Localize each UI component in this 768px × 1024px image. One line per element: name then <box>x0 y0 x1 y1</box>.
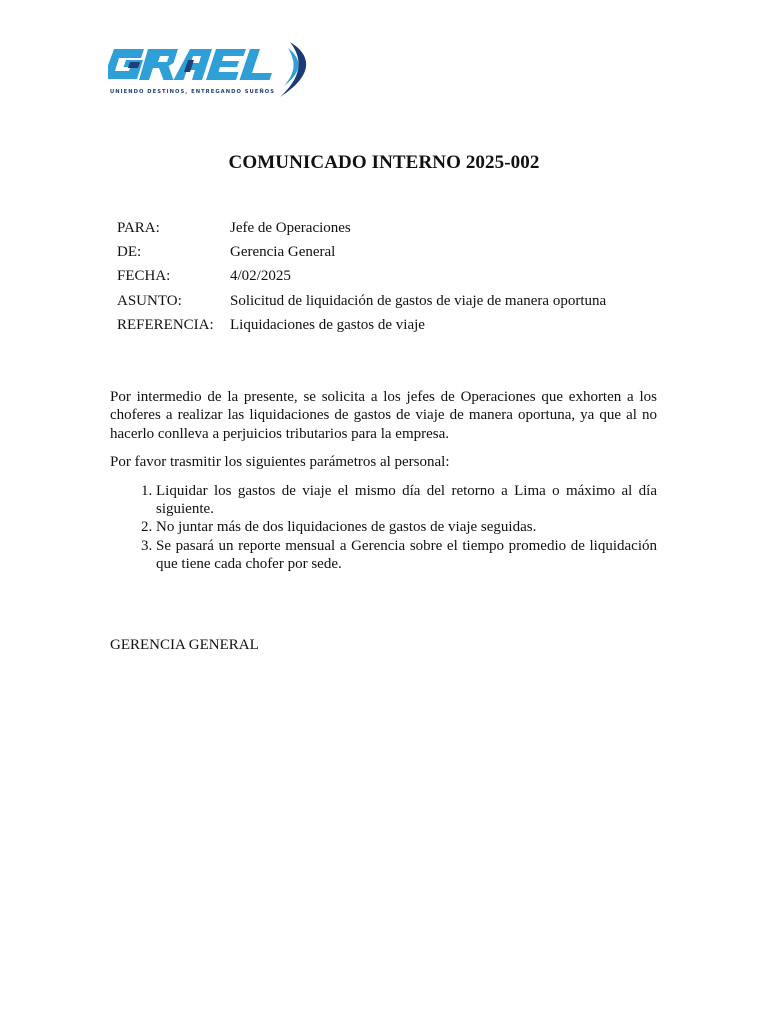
memo-field-label: PARA: <box>117 219 160 236</box>
list-item: 3. Se pasará un reporte mensual a Gerencia sobre el tiempo promedio de liquidación que tiene cada chofer por sede. <box>156 537 657 574</box>
memo-field-label: REFERENCIA: <box>117 317 214 334</box>
memo-header-row <box>117 265 606 289</box>
memo-header-row <box>117 314 606 338</box>
memo-field-label: ASUNTO: <box>117 292 182 309</box>
list-item: 1. Liquidar los gastos de viaje el mismo día del retorno a Lima o máximo al día siguiente. <box>156 482 657 519</box>
memo-field-value: Solicitud de liquidación de gastos de viaje de manera oportuna <box>230 292 607 309</box>
memo-field-value: Jefe de Operaciones <box>230 219 351 236</box>
grael-logo-icon <box>108 40 314 100</box>
memo-body <box>110 388 657 574</box>
memo-header-row <box>117 289 606 313</box>
company-logo <box>108 40 314 100</box>
memo-header-row <box>117 216 606 240</box>
memo-field-value: Gerencia General <box>230 244 336 261</box>
list-item: 2. No juntar más de dos liquidaciones de gastos de viaje seguidas. <box>156 518 657 536</box>
memo-header-row <box>117 240 606 264</box>
memo-field-label: DE: <box>117 244 142 261</box>
memo-header-table <box>117 216 606 338</box>
signature: GERENCIA GENERAL <box>110 637 259 653</box>
document-title: COMUNICADO INTERNO 2025-002 <box>228 152 540 173</box>
memo-field-label: FECHA: <box>117 268 171 285</box>
parameters-list <box>110 482 657 574</box>
body-paragraph: Por intermedio de la presente, se solicita a los jefes de Operaciones que exhorten a los choferes a realizar las liquidaciones de gastos de viaje de manera oportuna, ya que al no hacerlo conlleva a perjuicios tributarios para la empresa. <box>110 389 657 442</box>
svg-text:UNIENDO DESTINOS, ENTREGANDO S: UNIENDO DESTINOS, ENTREGANDO SUEÑOS <box>110 89 276 95</box>
memo-field-value: Liquidaciones de gastos de viaje <box>230 317 425 334</box>
memo-field-value: 4/02/2025 <box>230 268 291 285</box>
body-paragraph: Por favor trasmitir los siguientes parámetros al personal: <box>110 454 450 471</box>
